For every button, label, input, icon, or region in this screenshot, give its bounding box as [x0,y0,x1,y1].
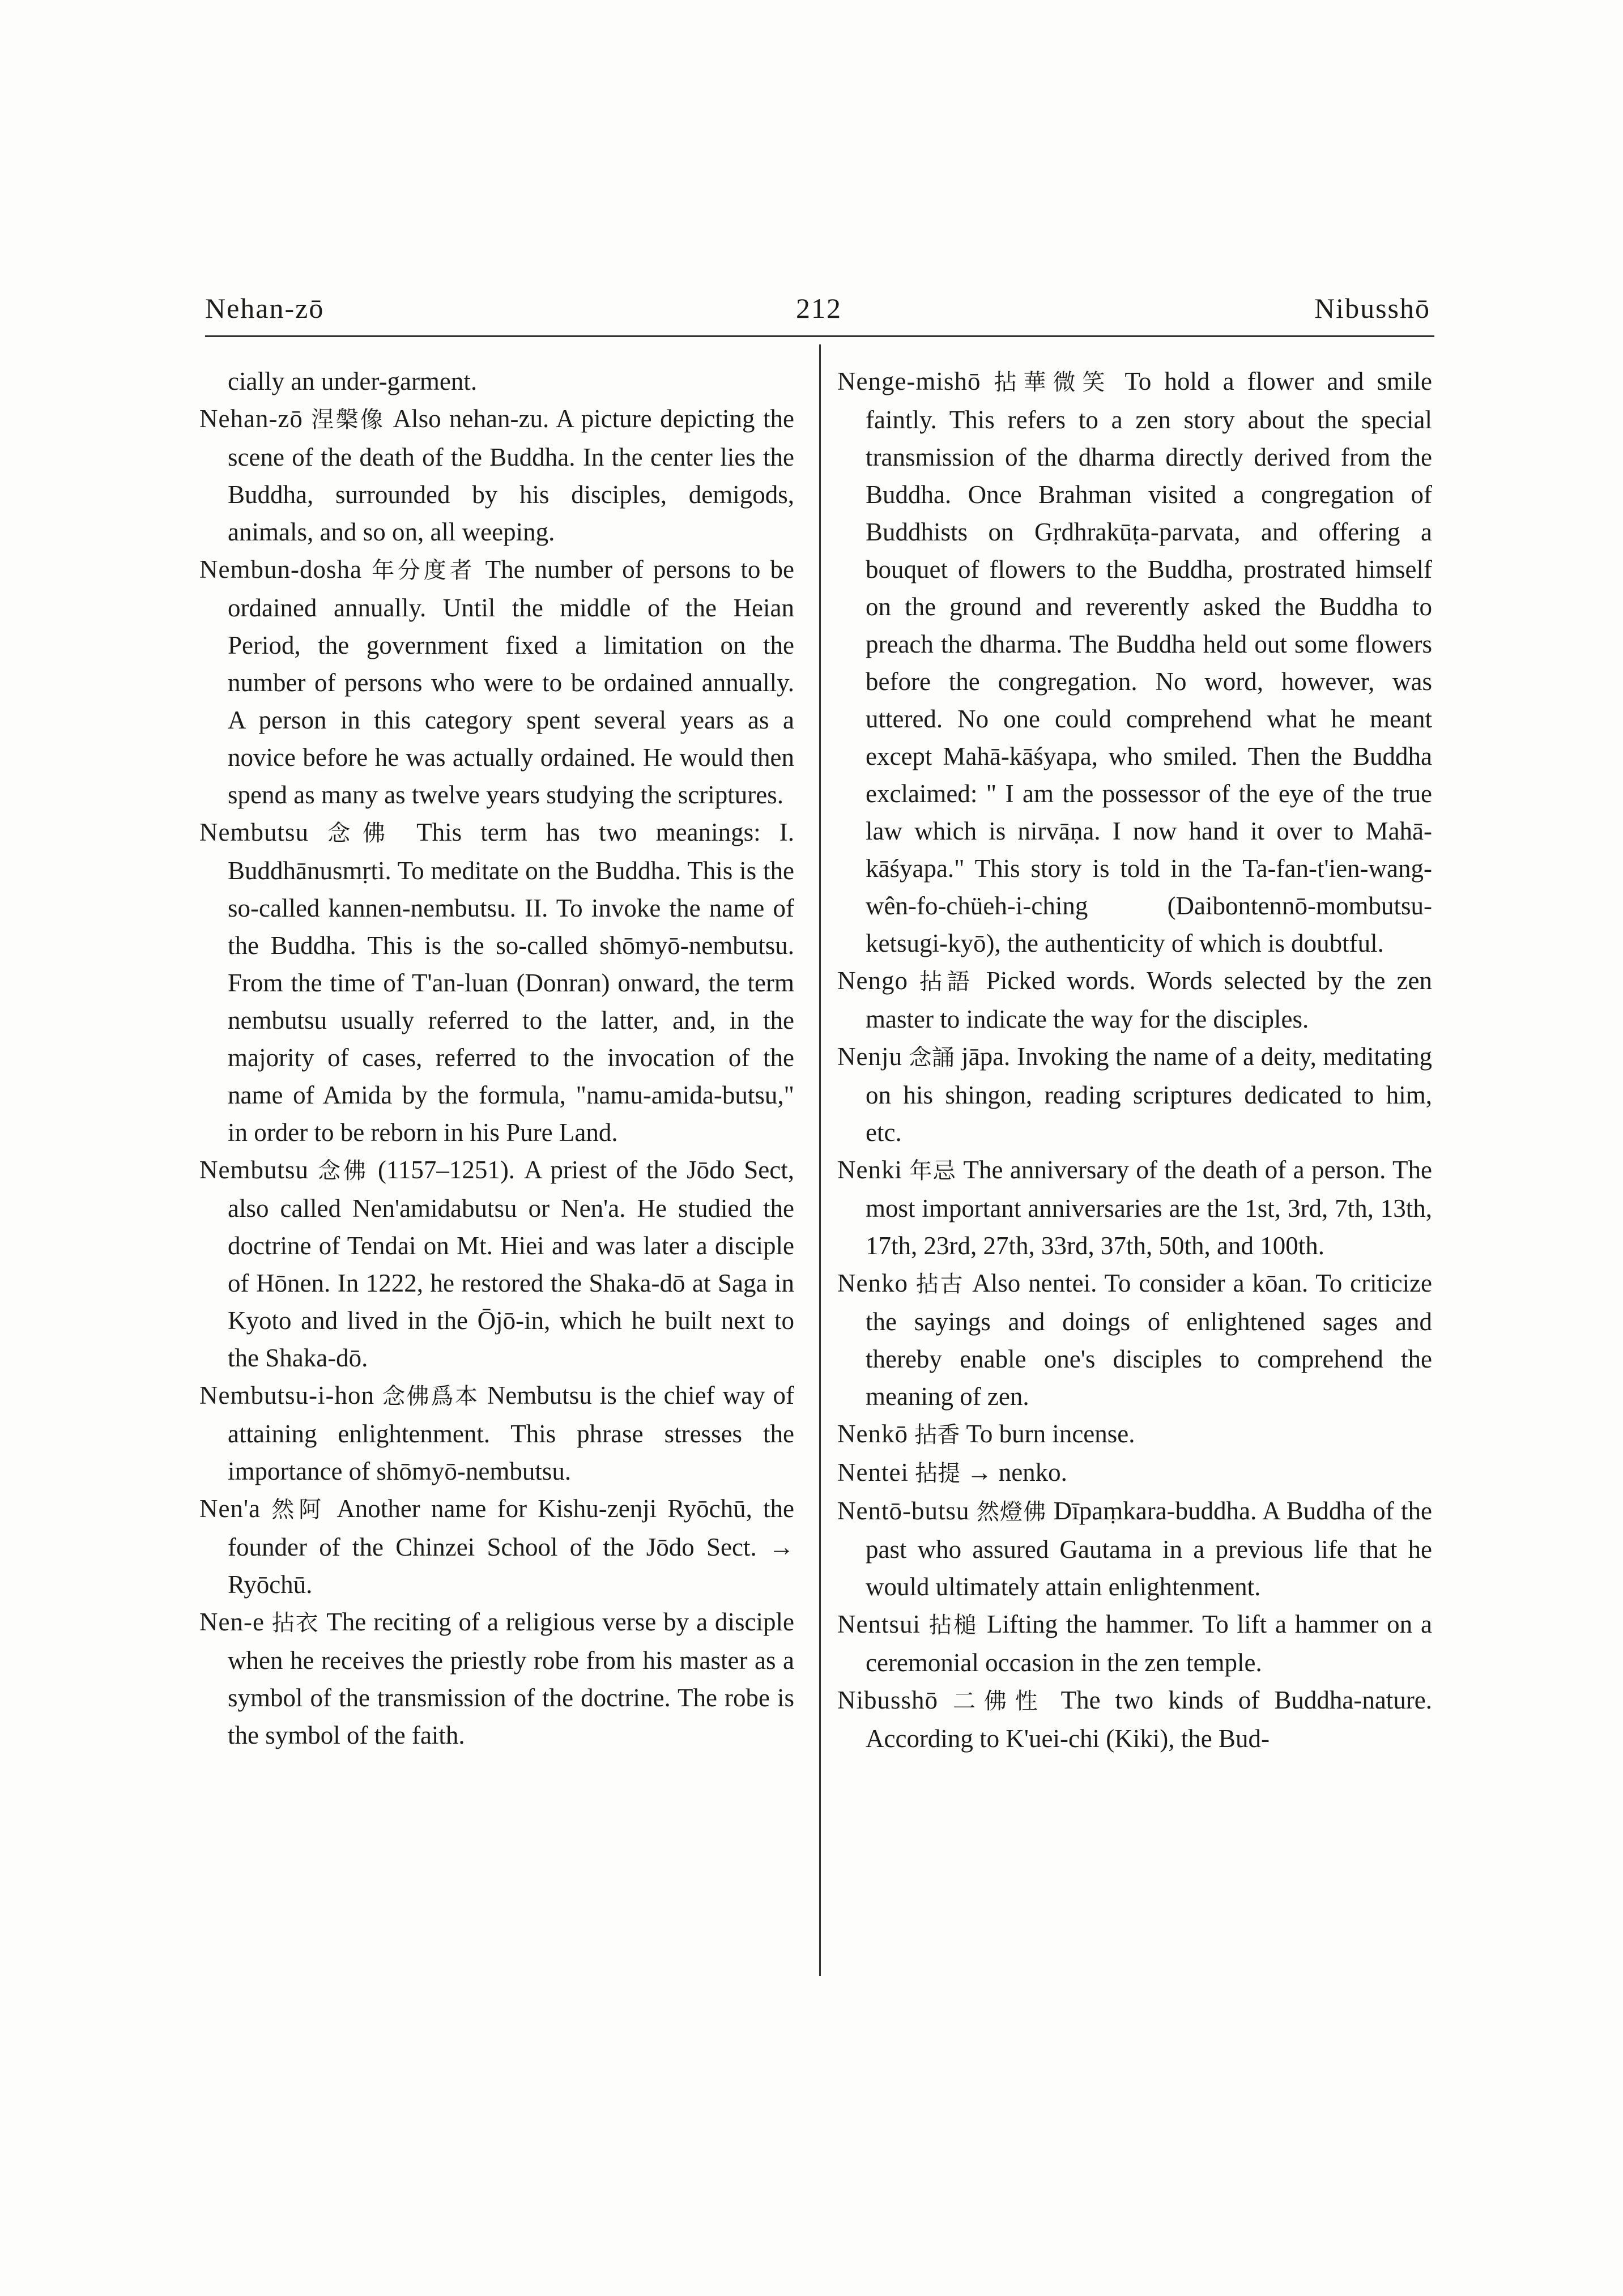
entry-headword: Nenju [837,1042,902,1071]
entry-kanji: 拈古 [915,1271,965,1297]
entry-headword: Nibusshō [837,1686,939,1714]
entry-kanji: 念佛 [318,1158,369,1184]
entry-headword: Nentsui [837,1610,921,1638]
entry-kanji: 念誦 [909,1045,955,1071]
entry-definition: → nenko. [966,1458,1067,1486]
entry-definition: Lifting the hammer. To lift a hammer on a ceremonial occasion in the zen temple. [866,1610,1433,1677]
header-rule [205,335,1434,337]
dictionary-entry [199,1151,794,1377]
entry-kanji: 拈香 [914,1422,960,1448]
dictionary-entry [837,1151,1432,1264]
dictionary-entry [837,962,1432,1038]
left-column [199,363,794,1754]
entry-definition: The number of persons to be ordained annually. Until the middle of the Heian Period, the government fixed a limitation on the number of persons who were to be ordained annually. A person in this category spent several years as a novice before he was actually ordained. He would then spend as many as twelve years studying the scriptures. [228,555,795,809]
entry-kanji: 年分度者 [372,557,476,583]
entry-definition: jāpa. Invoking the name of a deity, meditating on his shingon, reading scriptures dedicated to him, etc. [866,1042,1433,1147]
dictionary-entry [837,1681,1432,1757]
entry-headword: Nenkō [837,1420,908,1448]
dictionary-entry [199,1603,794,1754]
entry-kanji: 拈提 [915,1460,961,1486]
dictionary-entry [199,551,794,813]
entry-kanji: 二佛性 [953,1688,1046,1714]
entry-headword: Nenki [837,1156,902,1184]
dictionary-entry [837,1492,1432,1605]
running-head-left: Nehan-zō [205,292,325,324]
entry-kanji: 年忌 [909,1158,956,1184]
entry-definition: Dīpaṃkara-buddha. A Buddha of the past who assured Gautama in a previous life that he would ultimately attain enlightenment. [866,1497,1432,1601]
right-column [837,363,1432,1757]
entry-definition: The reciting of a religious verse by a disciple when he receives the priestly robe from his master as a symbol of the transmission of the doctrine. The robe is the symbol of the faith. [228,1608,795,1749]
entry-headword: Nembutsu-i-hon [199,1381,374,1409]
dictionary-entry [199,1490,794,1603]
entry-definition: This term has two meanings: I. Buddhānusmṛti. To meditate on the Buddha. This is the so-called kannen-nembutsu. II. To invoke the name of the Buddha. This is the so-called shōmyō-nembutsu. From the time of T'an-luan (Donran) onward, the term nembutsu usually referred to the latter, and, in the majority of cases, referred to the invocation of the name of Amida by the formula, "namu-amida-butsu," in order to be reborn in his Pure Land. [228,818,795,1147]
entry-definition: To burn incense. [966,1420,1135,1448]
entry-kanji: 念佛爲本 [382,1383,479,1409]
entry-definition: The anniversary of the death of a person. The most important anniversaries are the 1st, 3rd, 7th, 13th, 17th, 23rd, 27th, 33rd, 37th, 50th, and 100th. [866,1156,1433,1260]
entry-definition: Also nehan-zu. A picture depicting the scene of the death of the Buddha. In the center lies the Buddha, surrounded by his disciples, demigods, animals, and so on, all weeping. [228,404,795,546]
dictionary-entry [837,1415,1432,1454]
entry-headword: Nen'a [199,1494,261,1523]
entry-kanji: 拈槌 [928,1612,979,1638]
continuation-text: cially an under-garment. [228,367,478,395]
dictionary-entry [837,363,1432,962]
entry-definition: (1157–1251). A priest of the Jōdo Sect, also called Nen'amidabutsu or Nen'a. He studied the doctrine of Tendai on Mt. Hiei and was later a disciple of Hōnen. In 1222, he restored the Shaka-dō at Saga in Kyoto and lived in the Ōjō-in, which he built next to the Shaka-dō. [228,1156,794,1372]
dictionary-entry [837,1038,1432,1151]
dictionary-entry [837,1264,1432,1415]
entry-headword: Nenko [837,1269,908,1297]
entry-kanji: 拈華微笑 [994,369,1112,395]
entry-definition: Another name for Kishu-zenji Ryōchū, the founder of the Chinzei School of the Jōdo Sect. → Ryōchū. [228,1494,794,1599]
entry-kanji: 然燈佛 [976,1499,1047,1525]
entry-headword: Nengo [837,966,908,995]
dictionary-entry [199,813,794,1151]
entry-headword: Nenge-mishō [837,367,981,395]
entry-headword: Nembutsu [199,1156,309,1184]
entry-kanji: 涅槃像 [311,407,385,433]
entry-kanji: 拈語 [919,969,975,995]
entry-definition: Picked words. Words selected by the zen master to indicate the way for the disciples. [866,966,1433,1033]
entry-headword: Nembutsu [199,818,309,846]
dictionary-entry [199,400,794,551]
entry-headword: Nehan-zō [199,404,303,433]
entry-headword: Nentō-butsu [837,1497,970,1525]
page-number: 212 [796,292,842,324]
entry-definition: Nembutsu is the chief way of attaining enlightenment. This phrase stresses the importance of shōmyō-nembutsu. [228,1381,794,1485]
entry-definition: The two kinds of Buddha-nature. According to K'uei-chi (Kiki), the Bud- [866,1686,1433,1753]
entry-kanji: 然阿 [271,1497,326,1523]
dictionary-entry [837,1605,1432,1681]
entry-headword: Nembun-dosha [199,555,362,583]
entry-headword: Nen-e [199,1608,265,1636]
entry-kanji: 拈衣 [271,1610,320,1636]
entry-kanji: 念佛 [327,820,398,846]
entry-definition: Also nentei. To consider a kōan. To criticize the sayings and doings of enlightened sages and thereby enable one's disciples to comprehend the meaning of zen. [866,1269,1433,1411]
entry-headword: Nentei [837,1458,909,1486]
entry-definition: To hold a flower and smile faintly. This refers to a zen story about the special transmission of the dharma directly derived from the Buddha. Once Brahman visited a congregation of Buddhists on Gṛdhrakūṭa-parvata, and offering a bouquet of flowers to the Buddha, prostrated himself on the ground and reverently asked the Buddha to preach the dharma. The Buddha held out some flowers before the congregation. No word, however, was uttered. No one could comprehend what he meant except Mahā-kāśyapa, who smiled. Then the Buddha exclaimed: " I am the possessor of the eye of the true law which is nirvāṇa. I now hand it over to Mahā-kāśyapa." This story is told in the Ta-fan-t'ien-wang-wên-fo-chüeh-i-ching (Daibontennō-mombutsu-ketsugi-kyō), the authenticity of which is doubtful. [866,367,1433,957]
running-head-right: Nibusshō [1314,292,1430,324]
column-divider [819,344,821,1976]
dictionary-entry [199,1377,794,1490]
dictionary-entry [837,1454,1432,1492]
